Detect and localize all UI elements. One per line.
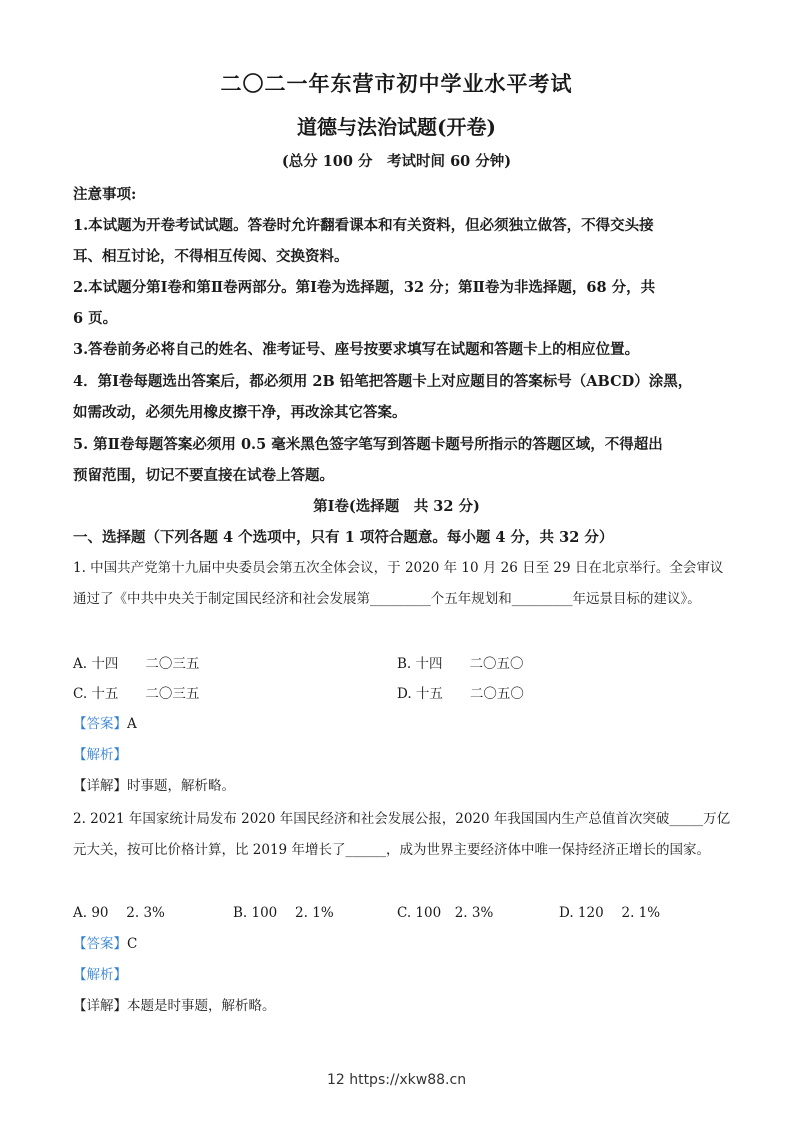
page-footer: 12 https://xkw88.cn (326, 1072, 467, 1088)
notes-line: 1.本试题为开卷考试试题。答卷时允许翻看课本和有关资料，但必须独立做答，不得交头接 (73, 217, 654, 234)
notes-line: 5. 第Ⅱ卷每题答案必须用 0.5 毫米黑色签字笔写到答题卡题号所指示的答题区域，不得超出 (73, 436, 663, 453)
question-1-option-d: D. 十五 二〇五〇 (397, 686, 524, 702)
detail-tag: 【详解】 (73, 998, 127, 1014)
notes-line: 如需改动，必须先用橡皮擦干净，再改涂其它答案。 (73, 404, 407, 421)
analysis-tag: 【解析】 (73, 967, 127, 983)
question-2-option-a: A. 90 2. 3% (73, 905, 165, 921)
notes-line: 3.答卷前务必将自己的姓名、准考证号、座号按要求填写在试题和答题卡上的相应位置。 (73, 341, 640, 358)
detail-text: 时事题，解析略。 (127, 778, 235, 794)
question-2-option-d: D. 120 2. 1% (559, 905, 661, 921)
notes-line: 6 页。 (73, 310, 118, 327)
question-2-answer (73, 932, 137, 952)
answer-value: C (127, 936, 138, 952)
notes-line: 2.本试题分第Ⅰ卷和第Ⅱ卷两部分。第Ⅰ卷为选择题，32 分；第Ⅱ卷为非选择题，68 分，共 (73, 279, 656, 296)
notes-line: 预留范围，切记不要直接在试卷上答题。 (73, 467, 334, 484)
analysis-tag: 【解析】 (73, 747, 127, 763)
detail-tag: 【详解】 (73, 778, 127, 794)
notes-line: 4．第Ⅰ卷每题选出答案后，都必须用 2B 铅笔把答题卡上对应题目的答案标号（ABCD）涂黑， (73, 373, 693, 390)
question-2-option-c: C. 100 2. 3% (397, 905, 494, 921)
question-1-answer (73, 712, 137, 732)
answer-value: A (127, 716, 137, 732)
section-instruction: 一、选择题（下列各题 4 个选项中，只有 1 项符合题意。每小题 4 分，共 32 分） (73, 529, 614, 546)
question-1-analysis (73, 743, 127, 763)
exam-meta: (总分 100 分 考试时间 60 分钟) (281, 153, 512, 170)
question-2-text: 元大关，按可比价格计算，比 2019 年增长了______，成为世界主要经济体中唯一保持经济正增长的国家。 (73, 842, 710, 858)
answer-tag: 【答案】 (73, 716, 127, 732)
answer-tag: 【答案】 (73, 936, 127, 952)
question-1-text: 1. 中国共产党第十九届中央委员会第五次全体会议，于 2020 年 10 月 26 日至 29 日在北京举行。全会审议 (73, 560, 724, 576)
detail-text: 本题是时事题，解析略。 (127, 998, 276, 1014)
question-1-option-a: A. 十四 二〇三五 (73, 656, 200, 672)
question-2-option-b: B. 100 2. 1% (233, 905, 334, 921)
exam-subtitle: 道德与法治试题(开卷) (297, 115, 496, 139)
question-2-analysis (73, 963, 127, 983)
exam-title: 二〇二一年东营市初中学业水平考试 (220, 71, 573, 96)
notes-line: 耳、相互讨论，不得相互传阅、交换资料。 (73, 248, 349, 265)
question-1-option-b: B. 十四 二〇五〇 (397, 656, 524, 672)
question-1-text: 通过了《中共中央关于制定国民经济和社会发展第_________个五年规划和_________年远景目标的建议》。 (73, 591, 701, 607)
question-1-detail (73, 774, 235, 794)
notes-heading: 注意事项: (73, 186, 137, 203)
question-2-text: 2. 2021 年国家统计局发布 2020 年国民经济和社会发展公报，2020 年我国国内生产总值首次突破_____万亿 (73, 811, 731, 827)
section-title: 第Ⅰ卷(选择题 共 32 分) (313, 498, 480, 515)
question-1-option-c: C. 十五 二〇三五 (73, 686, 200, 702)
question-2-detail (73, 994, 276, 1014)
